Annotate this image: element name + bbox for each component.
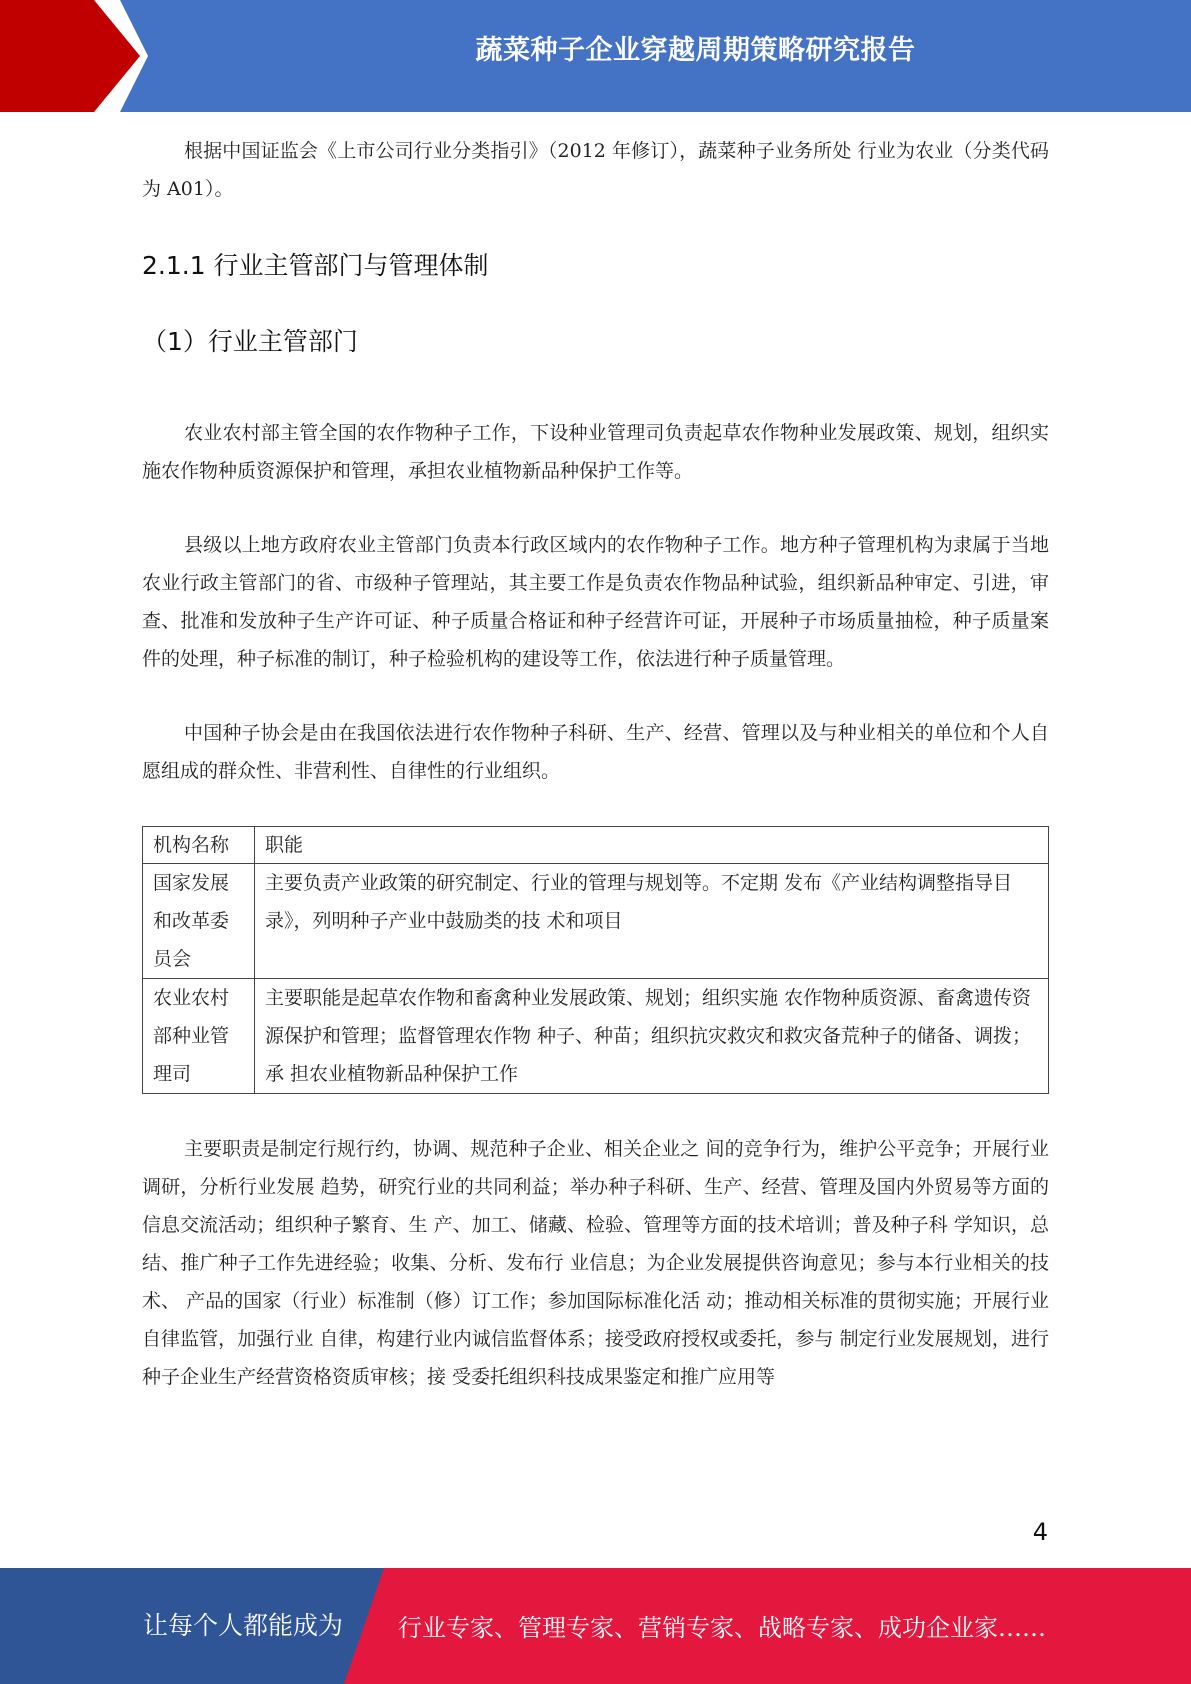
paragraph-seed-association: 中国种子协会是由在我国依法进行农作物种子科研、生产、经营、管理以及与种业相关的单位和个人自愿组成的群众性、非营利性、自律性的行业组织。 — [142, 722, 1049, 782]
table-cell-org-name: 国家发展和改革委员会 — [143, 864, 255, 979]
departments-table — [142, 826, 1049, 1094]
table-header-row — [143, 827, 1049, 864]
paragraph-ministry: 农业农村部主管全国的农作物种子工作，下设种业管理司负责起草农作物种业发展政策、规划，组织实施农作物种质资源保护和管理，承担农业植物新品种保护工作等。 — [142, 422, 1049, 482]
footer-slogan-right: 行业专家、管理专家、营销专家、战略专家、成功企业家…… — [398, 1614, 1046, 1642]
table-header-duty: 职能 — [255, 827, 1049, 864]
page-header — [0, 0, 1191, 112]
table-row — [143, 979, 1049, 1094]
page-footer — [0, 1568, 1191, 1684]
footer-slogan-left: 让每个人都能成为 — [143, 1611, 344, 1640]
report-title: 蔬菜种子企业穿越周期策略研究报告 — [475, 35, 916, 66]
intro-paragraph: 根据中国证监会《上市公司行业分类指引》（2012 年修订），蔬菜种子业务所处 行业为农业（分类代码为 A01）。 — [142, 140, 1049, 200]
table-cell-duty: 主要职能是起草农作物和畜禽种业发展政策、规划；组织实施 农作物种质资源、畜禽遗传资源保护和管理；监督管理农作物 种子、种苗；组织抗灾救灾和救灾备荒种子的储备、调拨；承 担农业植物新品种保护工作 — [255, 979, 1049, 1094]
subsection-heading: （1）行业主管部门 — [142, 327, 358, 356]
paragraph-local-gov: 县级以上地方政府农业主管部门负责本行政区域内的农作物种子工作。地方种子管理机构为隶属于当地农业行政主管部门的省、市级种子管理站，其主要工作是负责农作物品种试验，组织新品种审定、引进，审查、批准和发放种子生产许可证、种子质量合格证和种子经营许可证，开展种子市场质量抽检，种子质量案件的处理，种子标准的制订，种子检验机构的建设等工作，依法进行种子质量管理。 — [142, 534, 1049, 670]
section-heading: 2.1.1 行业主管部门与管理体制 — [142, 251, 489, 280]
page-content — [142, 132, 1049, 1396]
table-row — [143, 864, 1049, 979]
page-number: 4 — [1032, 1518, 1048, 1546]
table-cell-duty: 主要负责产业政策的研究制定、行业的管理与规划等。不定期 发布《产业结构调整指导目录》，列明种子产业中鼓励类的技 术和项目 — [255, 864, 1049, 979]
table-header-name: 机构名称 — [143, 827, 255, 864]
paragraph-association-duties: 主要职责是制定行规行约，协调、规范种子企业、相关企业之 间的竞争行为，维护公平竞争；开展行业调研，分析行业发展 趋势，研究行业的共同利益；举办种子科研、生产、经营、管理及国内外贸易等方面的信息交流活动；组织种子繁育、生 产、加工、储藏、检验、管理等方面的技术培训；普及种子科 学知识，总结、推广种子工作先进经验；收集、分析、发布行 业信息；为企业发展提供咨询意见；参与本行业相关的技术、 产品的国家（行业）标准制（修）订工作；参加国际标准化活 动；推动相关标准的贯彻实施；开展行业自律监管，加强行业 自律，构建行业内诚信监督体系；接受政府授权或委托，参与 制定行业发展规划，进行种子企业生产经营资格资质审核；接 受委托组织科技成果鉴定和推广应用等 — [142, 1138, 1049, 1388]
table-cell-org-name: 农业农村部种业管理司 — [143, 979, 255, 1094]
